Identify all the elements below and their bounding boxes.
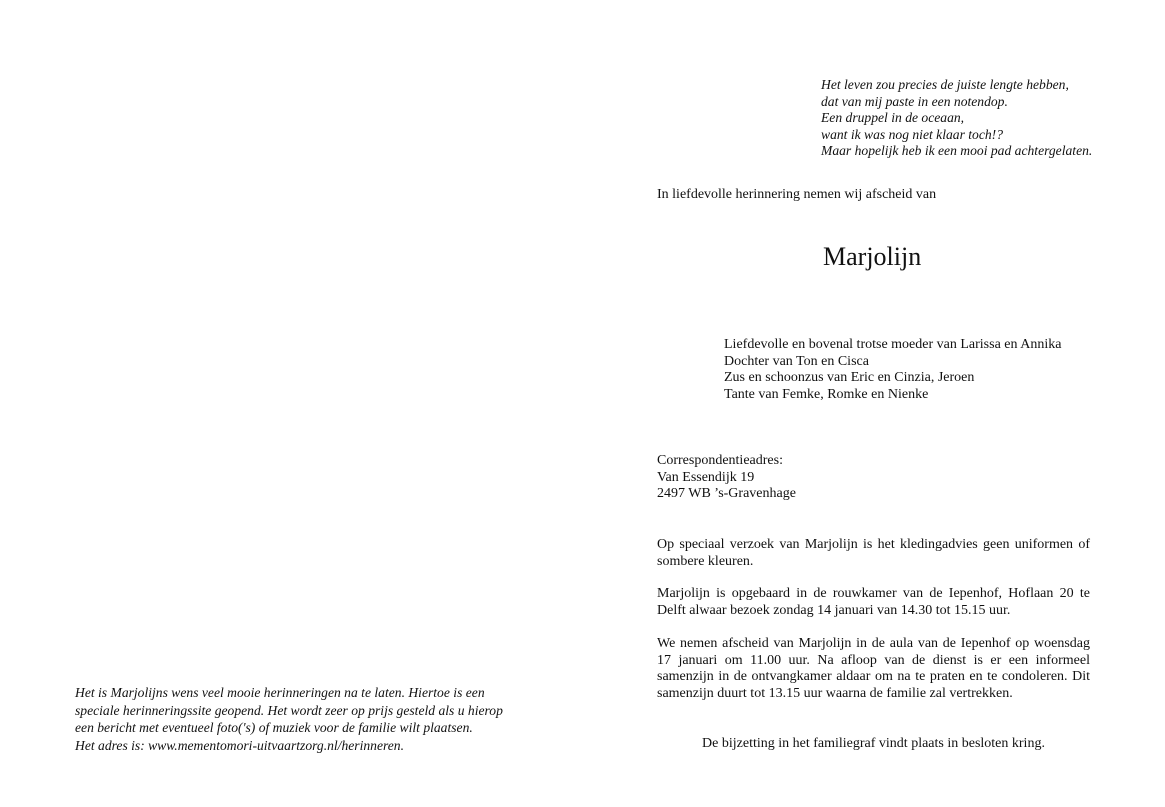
relation-line: Zus en schoonzus van Eric en Cinzia, Jeroen bbox=[724, 370, 975, 386]
correspondence-address bbox=[657, 453, 957, 503]
poem-line: want ik was nog niet klaar toch!? bbox=[821, 126, 1003, 142]
dress-code-paragraph: Op speciaal verzoek van Marjolijn is het kledingadvies geen uniformen of sombere kleuren. bbox=[657, 537, 1090, 569]
note-line: Het is Marjolijns wens veel mooie herinneringen na te laten. Hiertoe is een bbox=[75, 685, 485, 700]
note-line: Het adres is: www.mementomori-uitvaartzorg.nl/herinneren. bbox=[75, 737, 404, 753]
poem-line: dat van mij paste in een notendop. bbox=[821, 93, 1008, 109]
burial-paragraph: De bijzetting in het familiegraf vindt plaats in besloten kring. bbox=[702, 736, 1045, 751]
intro-text: In liefdevolle herinnering nemen wij afscheid van bbox=[657, 187, 937, 202]
relation-line: Dochter van Ton en Cisca bbox=[724, 353, 869, 369]
left-page bbox=[0, 0, 582, 807]
deceased-name: Marjolijn bbox=[823, 242, 922, 271]
note-line: speciale herinneringssite geopend. Het wordt zeer op prijs gesteld als u hierop bbox=[75, 702, 503, 718]
address-label: Correspondentieadres: bbox=[657, 453, 783, 468]
poem-line: Het leven zou precies de juiste lengte hebben, bbox=[821, 77, 1069, 92]
relation-line: Tante van Femke, Romke en Nienke bbox=[724, 386, 929, 402]
relations-list bbox=[724, 337, 1104, 403]
poem-line: Maar hopelijk heb ik een mooi pad achtergelaten. bbox=[821, 143, 1093, 159]
memorial-site-note bbox=[75, 684, 510, 754]
viewing-paragraph: Marjolijn is opgebaard in de rouwkamer van de Iepenhof, Hoflaan 20 te Delft alwaar bezoek zondag 14 januari van 14.30 tot 15.15 uur. bbox=[657, 586, 1090, 618]
right-page bbox=[582, 0, 1165, 807]
relation-line: Liefdevolle en bovenal trotse moeder van Larissa en Annika bbox=[724, 337, 1062, 352]
address-street: Van Essendijk 19 bbox=[657, 469, 755, 485]
address-city: 2497 WB ’s-Gravenhage bbox=[657, 486, 796, 502]
note-line: een bericht met eventueel foto('s) of muziek voor de familie wilt plaatsen. bbox=[75, 720, 473, 735]
farewell-paragraph: We nemen afscheid van Marjolijn in de aula van de Iepenhof op woensdag 17 januari om 11.00 uur. Na afloop van de dienst is er een informeel samenzijn in de ontvangkamer aldaar om na te praten en te condoleren. Dit samenzijn duurt tot 13.15 uur waarna de familie zal vertrekken. bbox=[657, 636, 1090, 701]
poem-line: Een druppel in de oceaan, bbox=[821, 110, 965, 126]
poem bbox=[821, 77, 1141, 160]
